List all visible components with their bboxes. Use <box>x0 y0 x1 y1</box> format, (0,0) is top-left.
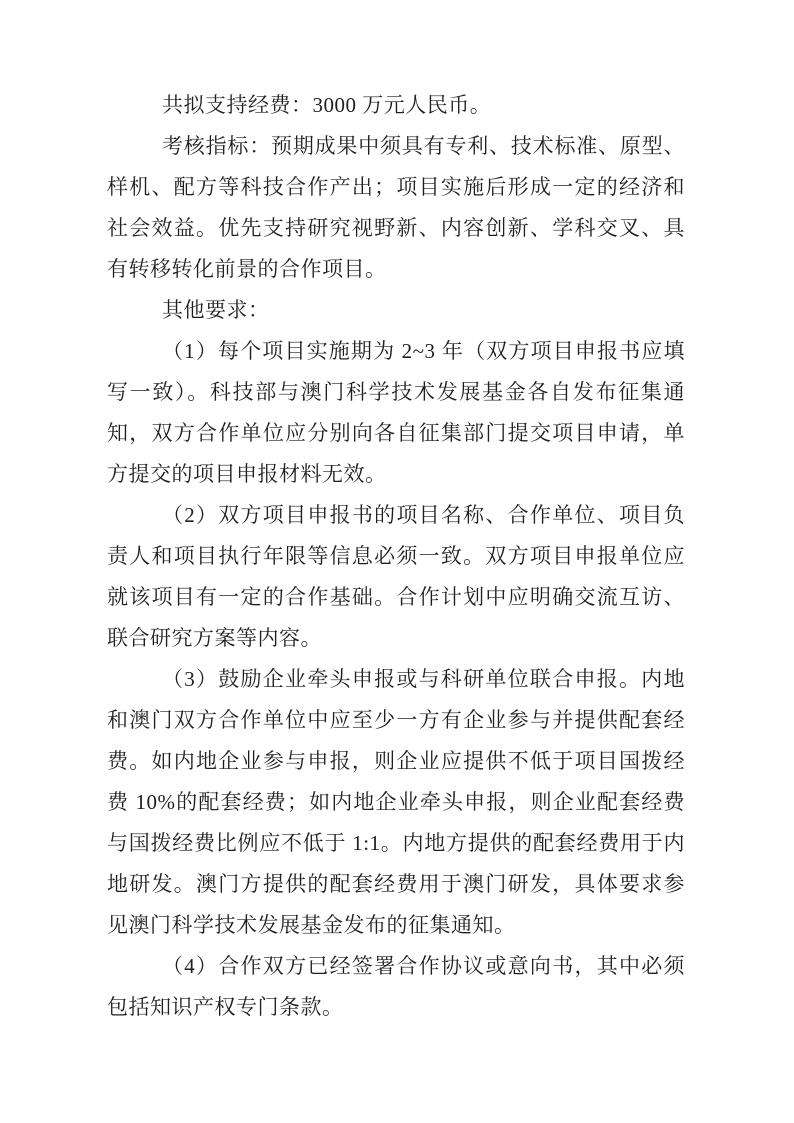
paragraph-assessment-indicators: 考核指标：预期成果中须具有专利、技术标准、原型、样机、配方等科技合作产出；项目实施后形成一定的经济和社会效益。优先支持研究视野新、内容创新、学科交叉、具有转移转化前景的合作项目。 <box>107 134 685 281</box>
paragraph-requirement-3: （3）鼓励企业牵头申报或与科研单位联合申报。内地和澳门双方合作单位中应至少一方有企业参与并提供配套经费。如内地企业参与申报，则企业应提供不低于项目国拨经费 10%的配套经费；如内地企业牵头申报，则企业配套经费与国拨经费比例应不低于 1:1。内地方提供的配套经费用于内地研发。澳门方提供的配套经费用于澳门研发，具体要求参见澳门科学技术发展基金发布的征集通知。 <box>107 667 685 937</box>
paragraph-requirement-4: （4）合作双方已经签署合作协议或意向书，其中必须包括知识产权专门条款。 <box>107 954 685 1019</box>
paragraph-requirement-1: （1）每个项目实施期为 2~3 年（双方项目申报书应填写一致）。科技部与澳门科学技术发展基金各自发布征集通知，双方合作单位应分别向各自征集部门提交项目申请，单方提交的项目申报材料无效。 <box>107 339 685 486</box>
document-body <box>107 85 685 1028</box>
paragraph-funding-amount: 共拟支持经费：3000 万元人民币。 <box>162 93 492 117</box>
paragraph-requirement-2: （2）双方项目申报书的项目名称、合作单位、项目负责人和项目执行年限等信息必须一致。双方项目申报单位应就该项目有一定的合作基础。合作计划中应明确交流互访、联合研究方案等内容。 <box>107 503 685 650</box>
paragraph-other-requirements-heading: 其他要求： <box>162 298 270 322</box>
